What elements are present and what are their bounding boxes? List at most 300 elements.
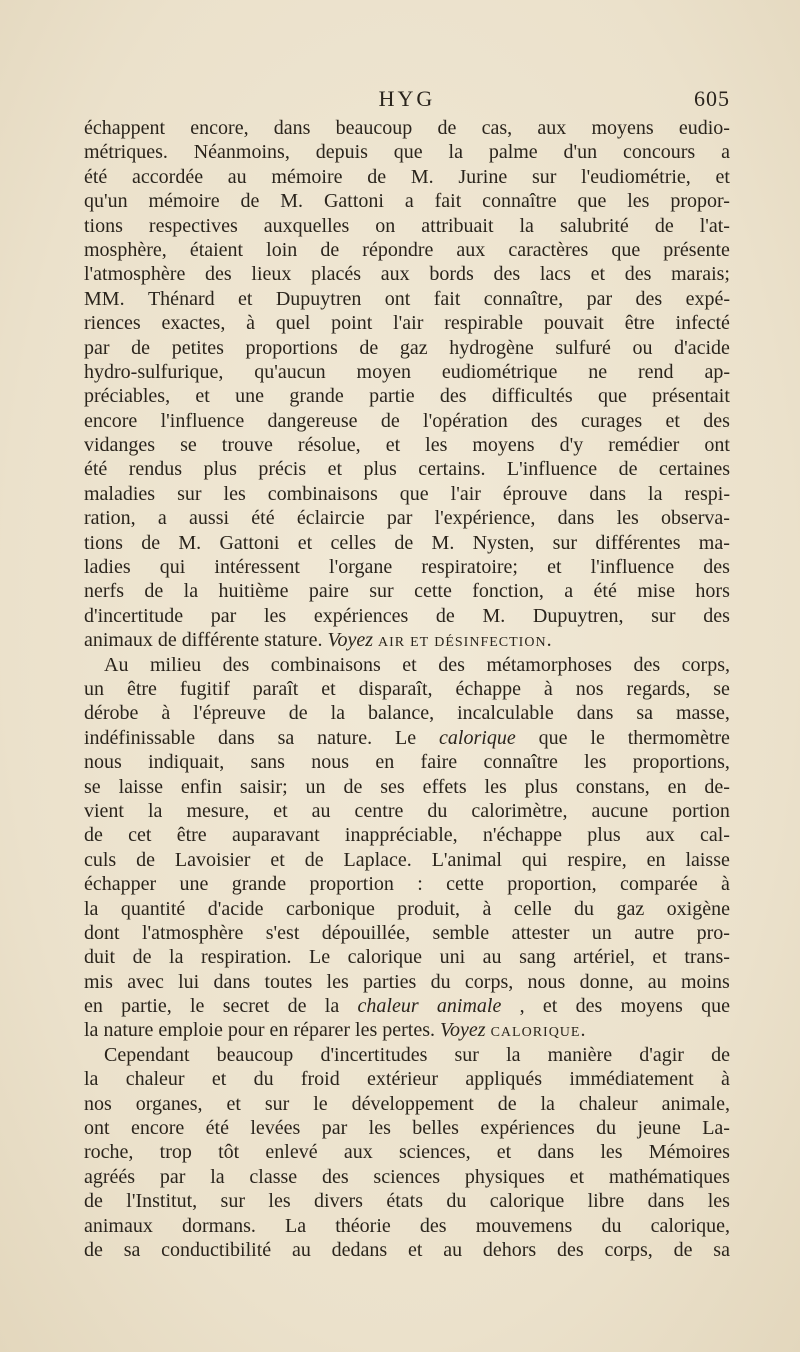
text-line	[84, 994, 730, 1018]
word: fonction,	[472, 580, 544, 603]
word: comparée	[619, 873, 698, 896]
word: de	[287, 995, 307, 1018]
word: artériel,	[573, 946, 635, 969]
word: paire	[308, 580, 349, 603]
word: pour	[227, 1019, 265, 1042]
word: l'atmosphère	[141, 921, 244, 944]
word: paraît	[252, 677, 299, 700]
word: a	[404, 190, 414, 213]
word: on	[375, 214, 396, 237]
word: divers	[314, 1190, 363, 1213]
word: petites	[171, 336, 224, 359]
word: les	[425, 434, 448, 457]
word: que	[538, 726, 568, 749]
word: nature	[103, 1019, 154, 1042]
word: des	[557, 1238, 584, 1261]
word: aussi	[189, 507, 230, 530]
word: l'organe	[329, 556, 393, 579]
page-number: 605	[694, 86, 730, 111]
word: et	[590, 263, 606, 286]
word: celles	[330, 531, 377, 554]
word: plus	[203, 458, 237, 481]
word: la	[84, 1068, 99, 1091]
word: différente	[181, 629, 260, 652]
word: La-	[702, 1117, 730, 1140]
text-line	[84, 433, 730, 457]
word: aux	[537, 117, 567, 139]
text-line	[84, 604, 730, 628]
word: chaleur	[578, 1092, 638, 1115]
word: dérobe	[84, 702, 139, 725]
word: sur	[552, 531, 578, 554]
word: l'air	[393, 312, 424, 335]
word: exactes,	[161, 312, 226, 335]
word: métriques.	[84, 141, 168, 164]
word: dont	[84, 921, 120, 944]
text-line	[84, 336, 730, 360]
word: et	[569, 1165, 585, 1188]
word: l'air	[450, 482, 481, 505]
word: sur	[651, 604, 676, 627]
word: beaucoup	[216, 1043, 294, 1066]
word: mise	[637, 580, 676, 603]
word: classe	[249, 1165, 298, 1188]
word: le	[189, 995, 205, 1018]
word: indéfinissable	[84, 726, 196, 749]
word: et	[238, 287, 253, 310]
word: constans,	[575, 775, 650, 798]
word: celle	[513, 897, 552, 920]
word: expériences	[480, 1117, 575, 1140]
word: Gattoni	[323, 190, 384, 213]
word: tôt	[218, 1141, 240, 1164]
word: à	[161, 702, 171, 725]
word: à	[482, 897, 492, 920]
word: saisir;	[239, 775, 288, 798]
word: palme	[488, 141, 538, 164]
word: autre	[634, 921, 675, 944]
word: gaz	[399, 336, 428, 359]
word: mathématiques	[608, 1165, 730, 1188]
word: et	[195, 385, 210, 408]
word: sa	[713, 1238, 730, 1261]
word: emploie	[158, 1019, 223, 1042]
word: au	[227, 165, 247, 188]
text-line	[84, 872, 730, 896]
word: et	[542, 995, 558, 1018]
text-line	[84, 1092, 730, 1116]
word: mis	[84, 970, 113, 993]
word: ne	[588, 360, 608, 383]
italic-word: Voyez	[440, 1019, 486, 1042]
word: disparaît,	[358, 677, 433, 700]
word: belles	[412, 1117, 459, 1140]
word: vidanges	[84, 434, 156, 457]
word: que	[393, 141, 423, 164]
word: L'animal	[431, 848, 502, 871]
word: la	[648, 482, 663, 505]
word: de	[320, 238, 340, 261]
word: Gattoni	[219, 531, 280, 554]
word: enfin	[180, 775, 222, 798]
word: certains.	[418, 458, 486, 481]
word: sur	[454, 1043, 479, 1066]
word: plus	[587, 824, 621, 847]
word: respi-	[684, 482, 730, 505]
word: oxigène	[666, 897, 730, 920]
word: précis	[258, 458, 307, 481]
word: curages	[581, 409, 643, 432]
word: proportion	[309, 873, 394, 896]
word: été	[251, 507, 275, 530]
word: hydro-sulfurique,	[84, 360, 224, 383]
word: attester	[511, 921, 570, 944]
word: lui	[178, 970, 200, 993]
word: des	[703, 604, 730, 627]
word: de	[711, 1043, 730, 1066]
word: les	[355, 1019, 378, 1042]
word: fait	[434, 190, 462, 213]
word: gaz	[616, 897, 645, 920]
word: présentait	[652, 385, 730, 408]
word: dans	[647, 1190, 685, 1213]
word: Lavoisier	[174, 848, 251, 871]
text-line	[84, 945, 730, 969]
word: les	[600, 1141, 623, 1164]
word: les	[584, 751, 607, 774]
word: une	[179, 873, 209, 896]
word: respiratoire;	[421, 556, 518, 579]
word: de	[84, 1238, 103, 1261]
word: qui	[159, 556, 186, 579]
word: Néanmoins,	[193, 141, 290, 164]
word: salubrité	[559, 214, 629, 237]
word: théorie	[335, 1214, 391, 1237]
word: l'épreuve	[193, 702, 266, 725]
word: expé-	[685, 287, 730, 310]
word: certaines	[658, 458, 730, 481]
word: de	[359, 336, 379, 359]
word: de	[240, 190, 260, 213]
word: trop	[159, 1141, 192, 1164]
word: de	[132, 946, 152, 969]
word: qu'un	[84, 190, 128, 213]
word: Le	[309, 946, 331, 969]
word: états	[386, 1190, 423, 1213]
text-line	[84, 555, 730, 579]
word: depuis	[315, 141, 368, 164]
word: riences	[84, 312, 141, 335]
word: ses	[380, 775, 405, 798]
word: partie	[369, 385, 415, 408]
word: la	[183, 580, 199, 603]
italic-word: calorique	[439, 726, 516, 749]
word: sur	[264, 1092, 290, 1115]
word: intéressent	[214, 556, 300, 579]
word: thermomètre	[627, 726, 730, 749]
word: sciences,	[398, 1141, 471, 1164]
word: attribuait	[421, 214, 494, 237]
word: des	[439, 385, 467, 408]
word: n'échappe	[482, 824, 563, 847]
word: eudio-	[678, 117, 730, 139]
word: dans	[576, 702, 614, 725]
text-line	[84, 287, 730, 311]
word: marais;	[671, 263, 730, 286]
word: de	[435, 604, 455, 627]
word: cas,	[481, 117, 513, 139]
word: éprouve	[502, 482, 568, 505]
word: a	[564, 580, 574, 603]
italic-word: chaleur	[357, 995, 419, 1018]
word: ont	[704, 434, 730, 457]
word: bords	[429, 263, 474, 286]
word: les	[263, 604, 287, 627]
word: à	[721, 1068, 730, 1091]
word: et	[496, 1141, 512, 1164]
word: manière	[547, 1043, 613, 1066]
word: chaleur	[125, 1068, 185, 1091]
word: la	[169, 946, 184, 969]
word: d'acide	[674, 336, 730, 359]
word: sur	[220, 1190, 245, 1213]
word: quantité	[120, 897, 186, 920]
cross-reference-word: désinfection.	[434, 629, 553, 652]
word: expériences	[313, 604, 409, 627]
word: mouvemens	[475, 1214, 573, 1237]
word: ma-	[698, 531, 730, 554]
text-line	[84, 653, 730, 677]
word: être	[126, 677, 157, 700]
word: duit	[84, 946, 116, 969]
word: Laplace.	[343, 848, 412, 871]
word: cet	[128, 824, 152, 847]
text-line	[84, 848, 730, 872]
word: mesure,	[186, 799, 250, 822]
word: incalculable	[457, 702, 554, 725]
text-line	[84, 506, 730, 530]
word: appliqués	[465, 1068, 543, 1091]
word: M.	[410, 165, 434, 188]
word: froid	[300, 1068, 340, 1091]
word: M.	[280, 190, 304, 213]
word: sulfuré	[555, 336, 611, 359]
word: d'agir	[639, 1043, 684, 1066]
word: effets	[422, 775, 467, 798]
cross-reference-word: et	[410, 629, 430, 652]
word: portion	[672, 799, 730, 822]
word: de	[84, 824, 103, 847]
word: les	[616, 507, 639, 530]
word: laisse	[685, 848, 730, 871]
word: connaître,	[483, 287, 564, 310]
word: échapper	[84, 873, 157, 896]
running-head-title: HYG	[378, 86, 436, 111]
word: accordée	[132, 165, 204, 188]
text-line	[84, 579, 730, 603]
word: combinaisons	[270, 653, 381, 676]
word: a	[157, 507, 167, 530]
word: du	[446, 1190, 467, 1213]
word: plus	[524, 775, 558, 798]
word: cette	[446, 873, 484, 896]
word: grande	[289, 385, 344, 408]
text-line	[84, 262, 730, 286]
word: Mémoires	[648, 1141, 730, 1164]
word: et	[211, 1068, 227, 1091]
word: été	[84, 165, 108, 188]
word: un	[84, 677, 104, 700]
running-head	[84, 86, 730, 114]
word: MM.	[84, 287, 125, 310]
word: développement	[351, 1092, 474, 1115]
word: l'influence	[590, 556, 675, 579]
word: différentes	[595, 531, 681, 554]
word: par	[386, 507, 413, 530]
word: conductibilité	[161, 1238, 272, 1261]
word: et	[652, 946, 667, 969]
word: nerfs	[84, 580, 124, 603]
word: été	[593, 580, 617, 603]
text-line	[84, 409, 730, 433]
word: du	[253, 1068, 274, 1091]
word: de	[288, 702, 308, 725]
word: infecté	[675, 312, 730, 335]
word: dans	[218, 726, 255, 749]
word: des	[321, 1165, 349, 1188]
word: aux	[380, 263, 410, 286]
word: du	[601, 1214, 622, 1237]
word: en	[375, 751, 395, 774]
word: plus	[363, 458, 397, 481]
text-line	[84, 1165, 730, 1189]
word: et	[273, 799, 288, 822]
word: immédiatement	[569, 1068, 694, 1091]
word: la	[84, 897, 99, 920]
word: la	[210, 1165, 225, 1188]
word: l'Institut,	[126, 1190, 198, 1213]
word: respiration.	[201, 946, 292, 969]
word: la	[84, 1019, 99, 1042]
word: échappe	[455, 677, 521, 700]
word: l'at-	[699, 214, 730, 237]
word: les	[223, 482, 246, 505]
word: maladies	[84, 482, 156, 505]
word: du	[596, 1117, 617, 1140]
word: semble	[432, 921, 490, 944]
word: animaux	[84, 1214, 153, 1237]
word: lieux	[251, 263, 292, 286]
word: le	[313, 1092, 328, 1115]
word: nature.	[317, 726, 373, 749]
word: milieu	[149, 653, 202, 676]
word: dedans	[331, 1238, 388, 1261]
word: remédier	[608, 434, 680, 457]
word: et	[665, 409, 680, 432]
word: s'est	[265, 921, 300, 944]
word: de	[380, 409, 400, 432]
word: réparer	[293, 1019, 351, 1042]
word: Nysten,	[472, 531, 535, 554]
text-line	[84, 775, 730, 799]
word: caractères	[508, 238, 589, 261]
word: trouve	[221, 434, 273, 457]
word: l'expérience,	[434, 507, 536, 530]
word: animaux	[84, 629, 153, 652]
word: calorique	[489, 1190, 565, 1213]
word: de	[394, 531, 414, 554]
word: ladies	[84, 556, 131, 579]
word: des	[222, 653, 250, 676]
text-line	[84, 531, 730, 555]
cross-reference-word: calorique.	[490, 1019, 587, 1042]
word: carbonique	[285, 897, 375, 920]
text-line	[84, 799, 730, 823]
word: aucune	[591, 799, 649, 822]
word: jeune	[637, 1117, 681, 1140]
word: dormans.	[182, 1214, 256, 1237]
word: encore	[84, 409, 138, 432]
word: faire	[420, 751, 458, 774]
text-line	[84, 140, 730, 164]
word: été	[84, 458, 108, 481]
word: sang	[519, 946, 556, 969]
word: Dupuytren,	[532, 604, 624, 627]
word: propor-	[670, 190, 730, 213]
word: partie,	[121, 995, 172, 1018]
word: calorique,	[650, 1214, 730, 1237]
word: dans	[589, 482, 627, 505]
word: nous	[84, 751, 122, 774]
word: en	[84, 995, 103, 1018]
word: des	[531, 409, 558, 432]
word: connaître	[483, 751, 558, 774]
word: respire,	[567, 848, 627, 871]
word: L'influence	[506, 458, 598, 481]
text-line	[84, 165, 730, 189]
word: dépouillée,	[321, 921, 411, 944]
word: aux	[456, 238, 486, 261]
word: et	[402, 653, 417, 676]
word: à	[246, 312, 256, 335]
word: tions	[84, 214, 123, 237]
word: auparavant	[231, 824, 320, 847]
text-line	[84, 1189, 730, 1213]
word: point	[331, 312, 373, 335]
word: la	[448, 141, 463, 164]
text-line	[84, 457, 730, 481]
word: les	[484, 775, 507, 798]
word: des	[205, 263, 232, 286]
word: laisse	[118, 775, 163, 798]
word: au	[311, 799, 331, 822]
word: par	[210, 604, 237, 627]
word: libre	[587, 1190, 625, 1213]
word: et	[226, 1092, 241, 1115]
word: des	[438, 653, 465, 676]
word: moins	[680, 970, 730, 993]
word: l'eudiométrie,	[581, 165, 691, 188]
word: respectives	[148, 214, 238, 237]
word: par	[84, 336, 110, 359]
word: des	[419, 1214, 447, 1237]
word: la	[540, 1092, 555, 1115]
word: de	[157, 629, 177, 652]
word: étaient	[189, 238, 244, 261]
word: loin	[266, 238, 298, 261]
word: du	[574, 897, 595, 920]
word: de	[144, 580, 164, 603]
